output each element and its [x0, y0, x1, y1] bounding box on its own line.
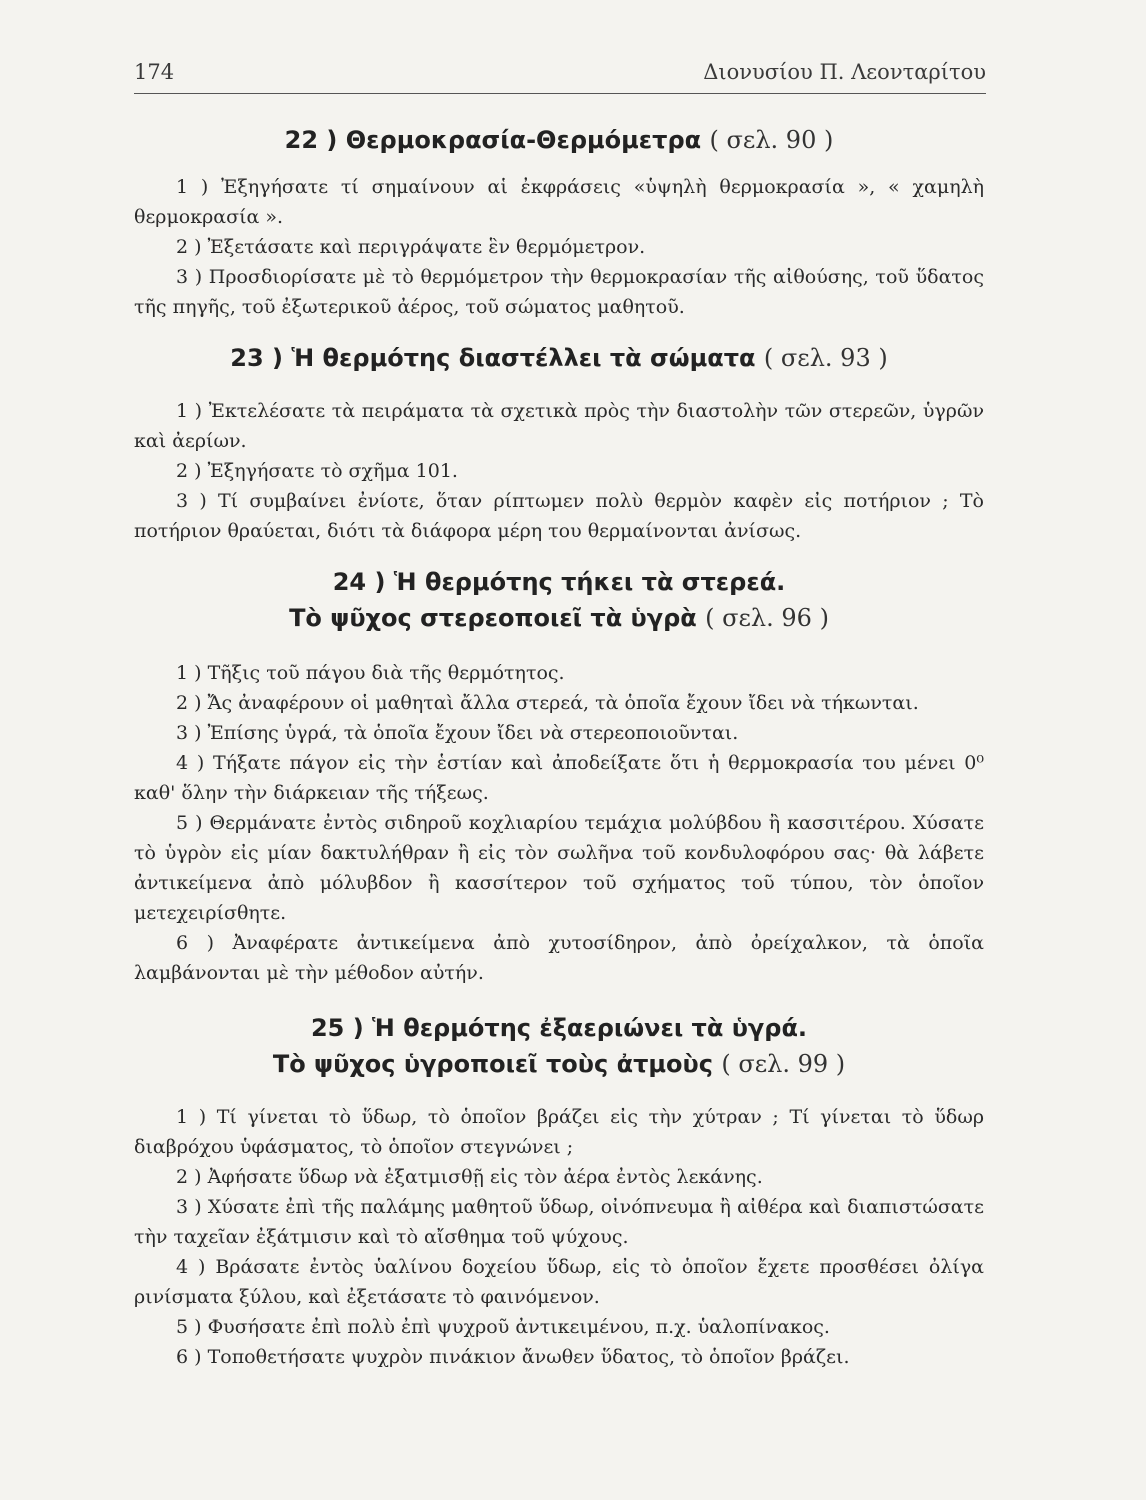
- list-item: 6 ) Ἀναφέρατε ἀντικείμενα ἀπὸ χυτοσίδηρον, ἀπὸ ὀρείχαλκον, τὰ ὁποῖα λαμβάνονται μὲ τὴν μέθοδον αὐτήν.: [134, 932, 984, 984]
- section-22-items: [134, 172, 984, 322]
- list-item: 3 ) Προσδιορίσατε μὲ τὸ θερμόμετρον τὴν θερμοκρασίαν τῆς αἰθούσης, τοῦ ὕδατος τῆς πηγῆς, τοῦ ἐξωτερικοῦ ἀέρος, τοῦ σώματος μαθητοῦ.: [134, 266, 984, 318]
- section-24-heading-line2: Τὸ ψῦχος στερεοποιεῖ τὰ ὑγρὰ: [289, 604, 697, 632]
- section-24-heading-line1: 24 ) Ἡ θερμότης τήκει τὰ στερεά.: [332, 568, 786, 596]
- list-item: 5 ) Θερμάνατε ἐντὸς σιδηροῦ κοχλιαρίου τεμάχια μολύβδου ἢ κασσιτέρου. Χύσατε τὸ ὑγρὸν εἰς μίαν δακτυλήθραν ἢ εἰς τὸν σωλῆνα τοῦ κονδυλοφόρου σας· θὰ λάβετε ἀντικείμενα ἀπὸ μόλυβδον ἢ κασσίτερον τοῦ σχήματος τοῦ τύπου, τὸν ὁποῖον μετεχειρίσθητε.: [134, 812, 984, 924]
- list-item: 2 ) Ἐξηγήσατε τὸ σχῆμα 101.: [176, 460, 458, 482]
- section-25-heading-line2: Τὸ ψῦχος ὑγροποιεῖ τοὺς ἀτμοὺς: [272, 1050, 713, 1078]
- list-item: 1 ) Ἐξηγήσατε τί σημαίνουν αἱ ἐκφράσεις «ὑψηλὴ θερμοκρασία », « χαμηλὴ θερμοκρασία ».: [134, 176, 984, 228]
- list-item: 1 ) Ἐκτελέσατε τὰ πειράματα τὰ σχετικὰ πρὸς τὴν διαστολὴν τῶν στερεῶν, ὑγρῶν καὶ ἀερίων.: [134, 400, 984, 452]
- list-item: 3 ) Χύσατε ἐπὶ τῆς παλάμης μαθητοῦ ὕδωρ, οἰνόπνευμα ἢ αἰθέρα καὶ διαπιστώσατε τὴν ταχεῖαν ἐξάτμισιν καὶ τὸ αἴσθημα τοῦ ψύχους.: [134, 1196, 984, 1248]
- section-22-title: [134, 122, 984, 158]
- list-item: 2 ) Ἀφήσατε ὕδωρ νὰ ἐξατμισθῇ εἰς τὸν ἀέρα ἐντὸς λεκάνης.: [176, 1166, 763, 1188]
- section-25-items: [134, 1102, 984, 1372]
- section-24-items: [134, 658, 984, 988]
- section-23-heading: 23 ) Ἡ θερμότης διαστέλλει τὰ σώματα: [230, 344, 756, 372]
- section-23-page-ref: ( σελ. 93 ): [763, 344, 888, 372]
- section-24-page-ref: ( σελ. 96 ): [705, 604, 829, 632]
- running-head: [134, 60, 986, 94]
- section-23-items: [134, 396, 984, 546]
- list-item: 2 ) Ἄς ἀναφέρουν οἱ μαθηταὶ ἄλλα στερεά, τὰ ὁποῖα ἔχουν ἴδει νὰ τήκωνται.: [176, 692, 919, 714]
- running-title: Διονυσίου Π. Λεονταρίτου: [703, 60, 986, 84]
- section-24-title: [134, 564, 984, 636]
- list-item: 3 ) Τί συμβαίνει ἐνίοτε, ὅταν ρίπτωμεν πολὺ θερμὸν καφὲν εἰς ποτήριον ; Τὸ ποτήριον θραύεται, διότι τὰ διάφορα μέρη του θερμαίνονται ἀνίσως.: [134, 490, 984, 542]
- section-22-heading: 22 ) Θερμοκρασία-Θερμόμετρα: [284, 126, 702, 154]
- page-number: 174: [134, 60, 175, 84]
- list-item: 5 ) Φυσήσατε ἐπὶ πολὺ ἐπὶ ψυχροῦ ἀντικειμένου, π.χ. ὑαλοπίνακος.: [176, 1316, 830, 1338]
- section-22-page-ref: ( σελ. 90 ): [709, 126, 834, 154]
- list-item: 2 ) Ἐξετάσατε καὶ περιγράψατε ἓν θερμόμετρον.: [176, 236, 646, 258]
- section-25-page-ref: ( σελ. 99 ): [721, 1050, 846, 1078]
- section-25-heading-line1: 25 ) Ἡ θερμότης ἐξαεριώνει τὰ ὑγρά.: [310, 1014, 808, 1042]
- list-item: 4 ) Τήξατε πάγον εἰς τὴν ἑστίαν καὶ ἀποδείξατε ὅτι ἡ θερμοκρασία του μένει 0⁰ καθ' ὅλην τὴν διάρκειαν τῆς τήξεως.: [134, 752, 984, 804]
- list-item: 4 ) Βράσατε ἐντὸς ὑαλίνου δοχείου ὕδωρ, εἰς τὸ ὁποῖον ἔχετε προσθέσει ὀλίγα ρινίσματα ξύλου, καὶ ἐξετάσατε τὸ φαινόμενον.: [134, 1256, 984, 1308]
- section-25-title: [134, 1010, 984, 1082]
- list-item: 3 ) Ἐπίσης ὑγρά, τὰ ὁποῖα ἔχουν ἴδει νὰ στερεοποιοῦνται.: [176, 722, 739, 744]
- list-item: 1 ) Τί γίνεται τὸ ὕδωρ, τὸ ὁποῖον βράζει εἰς τὴν χύτραν ; Τί γίνεται τὸ ὕδωρ διαβρόχου ὑφάσματος, τὸ ὁποῖον στεγνώνει ;: [134, 1106, 984, 1158]
- section-23-title: [134, 340, 984, 376]
- list-item: 1 ) Τῆξις τοῦ πάγου διὰ τῆς θερμότητος.: [176, 662, 565, 684]
- list-item: 6 ) Τοποθετήσατε ψυχρὸν πινάκιον ἄνωθεν ὕδατος, τὸ ὁποῖον βράζει.: [176, 1346, 850, 1368]
